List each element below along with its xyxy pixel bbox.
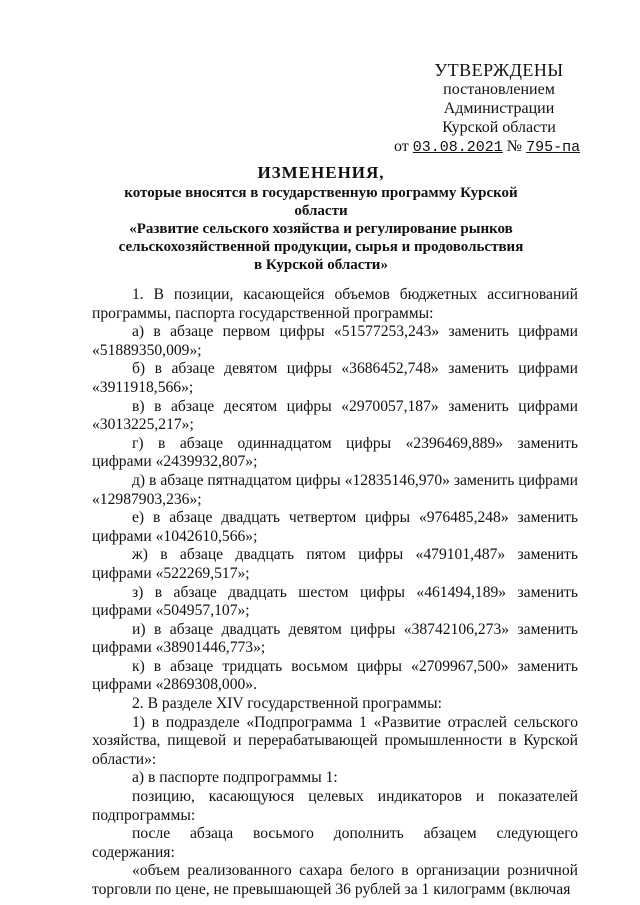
paragraph: е) в абзаце двадцать четвертом цифры «976485,248» заменить цифрами «1042610,566»; [92,509,578,545]
heading-subtitle-line: «Развитие сельского хозяйства и регулирование рынков [129,221,513,237]
document-heading [115,162,527,274]
paragraph: к) в абзаце тридцать восьмом цифры «2709967,500» заменить цифрами «2869308,000». [92,657,578,694]
number-sign: № [506,138,523,155]
approval-region: Курской области [442,119,556,136]
paragraph: 1) в подразделе «Подпрограмма 1 «Развитие отраслей сельского хозяйства, пищевой и перерабатывающей промышленности в Курской области»: [92,713,578,768]
paragraph: ж) в абзаце двадцать пятом цифры «479101,487» заменить цифрами «522269,517»; [92,546,578,582]
heading-subtitle-line: в Курской области» [254,257,388,273]
heading-subtitle-line: сельскохозяйственной продукции, сырья и продовольствия [118,239,524,255]
paragraph: 2. В разделе XIV государственной программы: [132,695,442,713]
paragraph: д) в абзаце пятнадцатом цифры «12835146,970» заменить цифрами «12987903,236»; [92,471,578,508]
approval-number: 795-па [526,139,581,156]
paragraph: «объем реализованного сахара белого в организации розничной торговли по цене, не превышающей 36 рублей за 1 килограмм (включая [92,862,578,898]
paragraph: 1. В позиции, касающейся объемов бюджетных ассигнований программы, паспорта государственной программы: [92,286,578,322]
date-prefix: от [394,138,409,155]
heading-title: ИЗМЕНЕНИЯ, [257,163,385,182]
document-body [92,286,578,900]
paragraph: г) в абзаце одиннадцатом цифры «2396469,889» заменить цифрами «2439932,807»; [92,434,578,471]
heading-subtitle-line: которые вносятся в государственную программу Курской области [124,185,518,219]
paragraph: и) в абзаце двадцать девятом цифры «38742106,273» заменить цифрами «38901446,773»; [92,620,578,657]
approval-date-line [389,137,609,157]
paragraph: после абзаца восьмого дополнить абзацем следующего содержания: [92,825,578,861]
approval-title: УТВЕРЖДЕНЫ [434,60,564,80]
paragraph: а) в абзаце первом цифры «51577253,243» заменить цифрами «51889350,009»; [92,323,578,359]
approval-authority: постановлением Администрации [443,81,555,117]
approval-block [389,60,609,157]
paragraph: а) в паспорте подпрограммы 1: [132,769,338,787]
paragraph: з) в абзаце двадцать шестом цифры «461494,189» заменить цифрами «504957,107»; [92,583,578,620]
paragraph: позицию, касающуюся целевых индикаторов и показателей подпрограммы: [92,788,578,824]
approval-date: 03.08.2021 [412,139,503,156]
paragraph: в) в абзаце десятом цифры «2970057,187» заменить цифрами «3013225,217»; [92,397,578,434]
paragraph: б) в абзаце девятом цифры «3686452,748» заменить цифрами «3911918,566»; [92,360,578,396]
